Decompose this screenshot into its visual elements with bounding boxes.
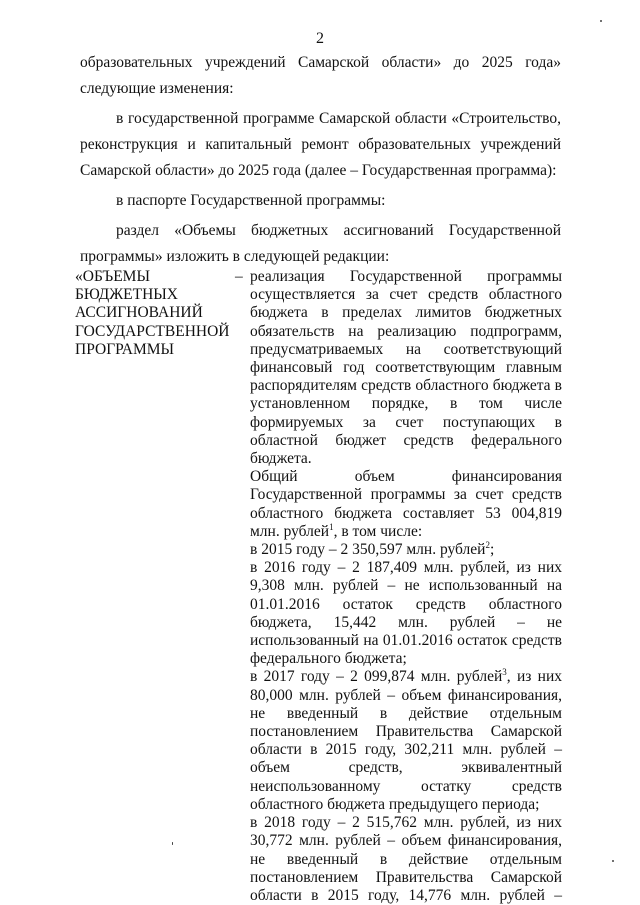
footnote-mark-2: 2 (485, 539, 490, 550)
year-2017-paragraph (250, 668, 562, 814)
year-2017-tail: , из них 80,000 млн. рублей – объем финансирования, не введенный в действие отдельным постановлением Правительства Самарской области в 2015 году, 302,211 млн. рублей – объем средств, эквивалентный неиспользованному остатку средств областного бюджета предыдущего периода; (250, 668, 562, 813)
intro-text (80, 50, 561, 270)
funding-paragraph: реализация Государственной программы осуществляется за счет средств областного бюджета в пределах лимитов бюджетных обязательств на реализацию подпрограмм, предусматриваемых на соответствующий финансовый год соответствующим главным распорядителям средств областного бюджета в установленном порядке, в том числе формируемых за счет поступающих в областной бюджет средств федерального бюджета. (250, 268, 562, 468)
scan-speck (600, 20, 602, 22)
scan-speck (612, 860, 614, 862)
footnote-mark-3: 3 (502, 667, 507, 678)
intro-paragraph-2: в государственной программе Самарской области «Строительство, реконструкция и капитальный ремонт образовательных учреждений Самарской области» до 2025 года (далее – Государственная программа): (80, 110, 561, 179)
year-2015-text: в 2015 году – 2 350,597 млн. рублей (250, 541, 486, 559)
year-2018-paragraph: в 2018 году – 2 515,762 млн. рублей, из них 30,772 млн. рублей – объем финансирования, не введенный в действие отдельным постановлением Правительства Самарской области в 2015 году, 14,776 млн. рублей – (250, 814, 562, 904)
scan-speck (172, 842, 173, 845)
total-funding-tail: , в том числе: (333, 522, 423, 540)
section-label: «ОБЪЕМЫ БЮДЖЕТНЫХ АССИГНОВАНИЙ ГОСУДАРСТВЕННОЙ ПРОГРАММЫ (75, 268, 230, 358)
page-number: 2 (316, 30, 324, 47)
year-2016-paragraph: в 2016 году – 2 187,409 млн. рублей, из них 9,308 млн. рублей – не использованный на 01.01.2016 остаток средств областного бюджета, 15,442 млн. рублей – не использованный на 01.01.2016 остаток средств федерального бюджета; (250, 559, 562, 668)
total-funding-text: Общий объем финансирования Государственной программы за счет средств областного бюджета составляет 53 004,819 млн. рублей (250, 468, 562, 540)
footnote-mark-1: 1 (329, 521, 334, 532)
total-funding-paragraph (250, 468, 562, 541)
year-2015-paragraph (250, 541, 562, 559)
intro-paragraph-3: в паспорте Государственной программы: (116, 192, 386, 209)
section-dash: – (235, 268, 243, 285)
year-2017-text: в 2017 году – 2 099,874 млн. рублей (250, 668, 503, 686)
year-2015-tail: ; (489, 541, 495, 559)
intro-paragraph-4: раздел «Объемы бюджетных ассигнований Государственной программы» изложить в следующей редакции: (80, 222, 561, 265)
intro-paragraph-1: образовательных учреждений Самарской области» до 2025 года» следующие изменения: (80, 54, 561, 97)
section-content (250, 268, 562, 905)
